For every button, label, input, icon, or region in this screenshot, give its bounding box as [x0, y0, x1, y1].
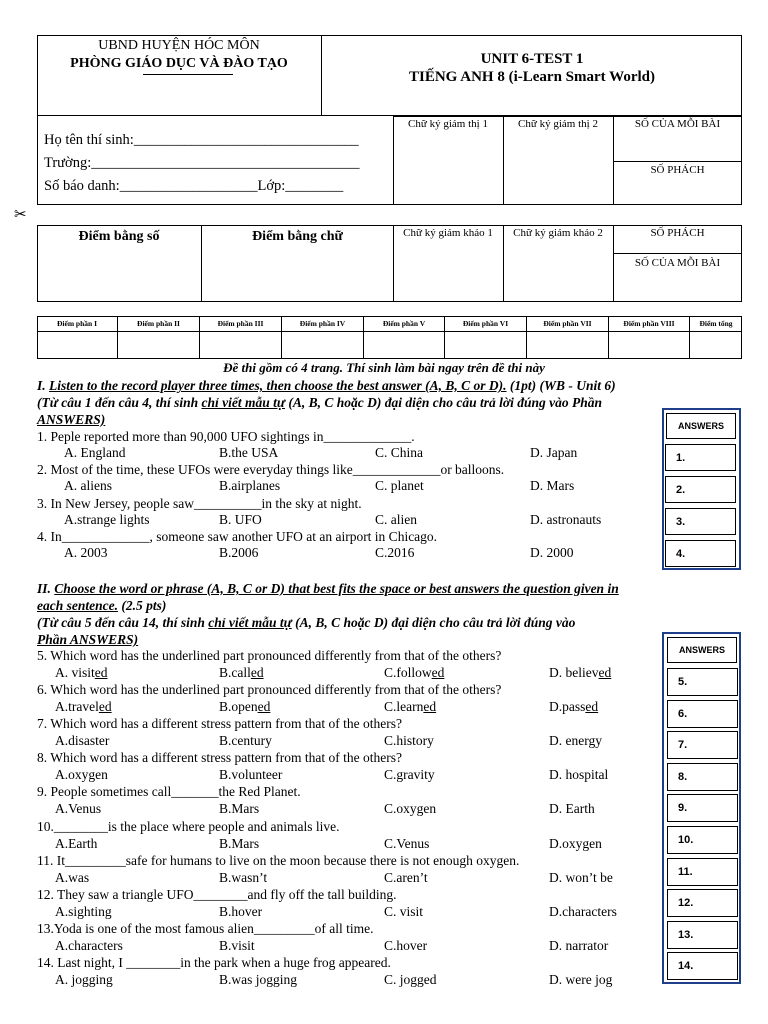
section1-pts: (1pt) (WB - Unit 6) — [506, 378, 616, 393]
answer-option[interactable] — [55, 801, 101, 817]
exam-notice: Đề thi gồm có 4 trang. Thí sinh làm bài ngay trên đề thi này — [223, 360, 545, 375]
answer-option[interactable] — [55, 904, 112, 920]
question-text: 7. Which word has a different stress pattern from that of the others? — [37, 716, 403, 732]
underlined-part: ed — [250, 665, 264, 680]
answer-option[interactable] — [384, 904, 423, 920]
answer-slot[interactable]: 9. — [667, 794, 738, 822]
option-text: A.oxygen — [55, 767, 108, 783]
option-text: B.call — [219, 665, 251, 680]
option-text: B.Mars — [219, 801, 260, 817]
option-text: D.pass — [549, 699, 586, 715]
score-part-cell[interactable] — [527, 331, 609, 359]
section2-note-c: (A, B, C hoặc D) đại diện cho câu trả lời đúng vào — [291, 615, 576, 630]
option-text: B.Mars — [219, 835, 260, 851]
answer-option[interactable] — [384, 870, 428, 886]
option-text: A.characters — [55, 937, 123, 953]
answer-option[interactable] — [219, 938, 255, 954]
answer-option[interactable] — [384, 836, 429, 852]
question-text: 6. Which word has the underlined part pronounced differently from that of the others? — [37, 682, 502, 698]
answer-option[interactable] — [219, 836, 259, 852]
option-text: B.wasn’t — [219, 869, 268, 885]
answer-option[interactable]: A. England — [64, 445, 126, 460]
section2-instruction — [37, 580, 619, 597]
score-part-cell[interactable] — [609, 331, 690, 359]
answer-option[interactable] — [55, 733, 109, 749]
score-number-label: Điểm bằng số — [78, 229, 160, 244]
answer-option[interactable] — [384, 699, 436, 715]
answer-option[interactable]: D. Japan — [530, 445, 578, 460]
option-text: B.hover — [219, 903, 263, 919]
answer-option[interactable] — [384, 733, 434, 749]
paper-number-label: SỐ CỦA MỖI BÀI — [634, 118, 721, 130]
answer-option[interactable]: B.2006 — [219, 545, 259, 560]
option-text: A.travel — [55, 699, 99, 715]
section1-note-b: chỉ viết mẫu tự — [201, 395, 285, 410]
answer-slot[interactable]: 8. — [667, 763, 738, 791]
section1-note — [37, 394, 602, 411]
question-text: 8. Which word has a different stress pattern from that of the others? — [37, 750, 403, 766]
option-text: A. jogging — [55, 971, 113, 987]
grade-div5 — [613, 253, 742, 254]
underlined-part: ed — [257, 699, 271, 715]
section1-note-answers: ANSWERS) — [37, 412, 106, 427]
option-text: D. Earth — [549, 801, 595, 817]
scissors-icon: ✂ — [14, 205, 27, 223]
examiner1-label: Chữ ký giám khảo 1 — [403, 227, 493, 239]
answer-option[interactable] — [384, 767, 435, 783]
score-part-header: Điểm phần VI — [445, 316, 527, 331]
answer-slot[interactable]: 12. — [667, 889, 738, 917]
question-text: 4. In_____________, someone saw another UFO at an airport in Chicago. — [37, 529, 438, 544]
option-text: B.volunteer — [219, 767, 283, 783]
underlined-part: ed — [598, 665, 612, 680]
answer-option[interactable]: C. alien — [375, 512, 417, 527]
option-text: C.history — [384, 733, 434, 749]
answer-option[interactable]: A.strange lights — [64, 512, 150, 527]
question-text: 3. In New Jersey, people saw__________in the sky at night. — [37, 496, 362, 511]
answer-slot[interactable]: 14. — [667, 952, 738, 980]
option-text: C.gravity — [384, 767, 435, 783]
answer-option[interactable] — [219, 870, 267, 886]
question-text: 12. They saw a triangle UFO________and fly off the tall building. — [37, 886, 397, 902]
option-text: C.aren’t — [384, 869, 428, 885]
answer-slot[interactable]: 4. — [665, 540, 736, 567]
option-text: D. won’t be — [549, 869, 613, 885]
answer-option[interactable] — [549, 733, 602, 749]
answer-option[interactable] — [219, 665, 264, 681]
question-text: 1. Peple reported more than 90,000 UFO sightings in_____________. — [37, 429, 415, 444]
section2-note-a: (Từ câu 5 đến câu 14, thí sinh — [37, 615, 209, 630]
score-part-cell[interactable] — [445, 331, 527, 359]
option-text: A.Earth — [55, 835, 98, 851]
score-part-header: Điểm phần II — [118, 316, 200, 331]
answer-option[interactable]: B. UFO — [219, 512, 262, 527]
examiner2-label: Chữ ký giám khảo 2 — [513, 227, 603, 239]
option-text: C.Venus — [384, 835, 430, 851]
section2-pts: (2.5 pts) — [117, 598, 167, 613]
question-text: 13.Yoda is one of the most famous alien_________of all time. — [37, 920, 374, 936]
section2-num: II. — [37, 581, 55, 596]
answer-option[interactable] — [549, 665, 611, 681]
score-part-header: Điểm tổng — [699, 319, 733, 328]
grade-paper-label: SỐ CỦA MỖI BÀI — [634, 257, 721, 269]
answer-option[interactable] — [219, 904, 262, 920]
option-text: C. jogged — [384, 971, 437, 987]
score-part-header: Điểm phần VIII — [609, 316, 690, 331]
option-text: D. hospital — [549, 767, 609, 783]
option-text: B.century — [219, 733, 272, 749]
answer-option[interactable] — [384, 801, 436, 817]
answer-option[interactable] — [219, 699, 270, 715]
option-text: D. narrator — [549, 937, 609, 953]
answer-slot[interactable]: 2. — [665, 476, 736, 503]
score-part-header: Điểm phần I — [37, 316, 118, 331]
score-part-cell[interactable] — [118, 331, 200, 359]
score-part-cell[interactable] — [200, 331, 282, 359]
answer-slot[interactable]: 3. — [665, 508, 736, 535]
underlined-part: ed — [431, 665, 445, 680]
answer-option[interactable] — [219, 767, 282, 783]
answer-option[interactable] — [219, 972, 297, 988]
score-part-cell[interactable] — [282, 331, 364, 359]
section1-note-c: (A, B, C hoặc D) đại diện cho câu trả lời đúng vào Phần — [284, 395, 602, 410]
underlined-part: ed — [585, 699, 599, 715]
option-text: C.follow — [384, 665, 432, 680]
candidate-id-field[interactable]: Số báo danh:___________________Lớp:________ — [44, 178, 344, 194]
info-left-border — [37, 116, 38, 205]
answer-option[interactable] — [55, 767, 108, 783]
answer-option[interactable] — [219, 801, 259, 817]
answer-option[interactable] — [549, 904, 617, 920]
answer-option[interactable]: B.airplanes — [219, 478, 281, 493]
option-text: B.open — [219, 699, 258, 715]
section2-note-b: chỉ viết mẫu tự — [208, 615, 292, 630]
answers-header-1: ANSWERS — [666, 413, 736, 439]
answer-option[interactable]: A. aliens — [64, 478, 112, 493]
answer-option[interactable] — [549, 870, 613, 886]
answer-option[interactable]: C.2016 — [375, 545, 415, 560]
section2-instruction-2 — [37, 597, 166, 614]
section2-note — [37, 614, 575, 631]
section2-note-answers: Phần ANSWERS) — [37, 632, 139, 647]
answer-slot[interactable]: 13. — [667, 921, 738, 949]
answer-option[interactable]: B.the USA — [219, 445, 279, 460]
option-text: D. believ — [549, 665, 599, 680]
answer-option[interactable]: D. astronauts — [530, 512, 602, 527]
answer-option[interactable] — [549, 767, 608, 783]
underlined-part: ed — [98, 699, 112, 715]
secret-number-label: SỐ PHÁCH — [650, 164, 705, 176]
test-subtitle: TIẾNG ANH 8 (i-Learn Smart World) — [409, 69, 655, 85]
option-text: D. were jog — [549, 971, 613, 987]
answers-header-2: ANSWERS — [667, 637, 737, 663]
answer-option[interactable]: C. planet — [375, 478, 424, 493]
option-text: C.hover — [384, 937, 428, 953]
option-text: C. visit — [384, 903, 424, 919]
answer-option[interactable]: D. Mars — [530, 478, 575, 493]
option-text: D. energy — [549, 733, 602, 749]
question-text: 10.________is the place where people and animals live. — [37, 818, 340, 834]
option-text: B.visit — [219, 937, 255, 953]
option-text: C.oxygen — [384, 801, 437, 817]
answer-slot[interactable]: 7. — [667, 731, 738, 759]
section2-text1: Choose the word or phrase (A, B, C or D) that best fits the space or best answers the question given in — [54, 581, 619, 596]
office-underline — [143, 74, 233, 75]
answer-option[interactable]: C. China — [375, 445, 424, 460]
answer-option[interactable] — [549, 699, 598, 715]
underlined-part: ed — [423, 699, 437, 715]
answer-option[interactable]: A. 2003 — [64, 545, 108, 560]
answer-option[interactable] — [55, 699, 112, 715]
score-part-header: Điểm phần V — [364, 316, 445, 331]
answer-slot[interactable]: 10. — [667, 826, 738, 854]
answer-option[interactable] — [549, 972, 612, 988]
option-text: A.sighting — [55, 903, 112, 919]
score-part-cell[interactable] — [364, 331, 445, 359]
answer-slot[interactable]: 6. — [667, 700, 738, 728]
office-line1: UBND HUYỆN HÓC MÔN — [98, 38, 260, 53]
answer-option[interactable] — [219, 733, 272, 749]
office-line2: PHÒNG GIÁO DỤC VÀ ĐÀO TẠO — [70, 56, 288, 71]
section1-instruction — [37, 377, 616, 394]
answer-option[interactable] — [384, 938, 427, 954]
score-part-header: Điểm phần IV — [282, 316, 364, 331]
section1-num: I. — [37, 378, 50, 393]
school-field[interactable]: Trường:_____________________________________ — [44, 155, 360, 171]
section1-text: Listen to the record player three times, then choose the best answer (A, B, C or D). — [49, 378, 507, 393]
answer-slot[interactable]: 5. — [667, 668, 738, 696]
answer-slot[interactable]: 11. — [667, 858, 738, 886]
score-part-header: Điểm phần III — [200, 316, 282, 331]
option-text: A.was — [55, 869, 90, 885]
answer-option[interactable] — [384, 972, 437, 988]
answer-option[interactable] — [55, 972, 113, 988]
question-text: 5. Which word has the underlined part pronounced differently from that of the others? — [37, 648, 502, 663]
supervisor2-label: Chữ ký giám thị 2 — [518, 118, 598, 130]
answer-option[interactable] — [55, 870, 89, 886]
grade-secret-label: SỐ PHÁCH — [650, 227, 705, 239]
option-text: A. visit — [55, 665, 95, 680]
answer-option[interactable] — [549, 938, 608, 954]
score-word-label: Điểm bằng chữ — [252, 229, 343, 244]
answer-option[interactable] — [55, 938, 123, 954]
option-text: C.learn — [384, 699, 424, 715]
question-text: 11. It_________safe for humans to live on the moon because there is not enough oxygen. — [37, 852, 520, 868]
question-text: 14. Last night, I ________in the park when a huge frog appeared. — [37, 954, 391, 970]
question-text: 9. People sometimes call_______the Red Planet. — [37, 784, 301, 800]
option-text: D.characters — [549, 903, 617, 919]
answer-option[interactable] — [549, 801, 595, 817]
score-part-cell[interactable] — [37, 331, 118, 359]
student-name-field[interactable]: Họ tên thí sinh:_______________________________ — [44, 132, 359, 148]
answer-option[interactable]: D. 2000 — [530, 545, 574, 560]
answer-option[interactable] — [55, 836, 97, 852]
answer-option[interactable] — [384, 665, 444, 681]
sup-div3 — [613, 161, 742, 162]
supervisor1-label: Chữ ký giám thị 1 — [408, 118, 488, 130]
answer-slot[interactable]: 1. — [665, 444, 736, 471]
test-title: UNIT 6-TEST 1 — [480, 51, 584, 67]
question-text: 2. Most of the time, these UFOs were everyday things like_____________or balloons. — [37, 462, 505, 477]
score-part-header: Điểm phần VII — [527, 316, 609, 331]
section2-text2: each sentence. — [37, 598, 118, 613]
answer-option[interactable] — [55, 665, 108, 681]
option-text: B.was jogging — [219, 971, 298, 987]
option-text: D.oxygen — [549, 835, 602, 851]
underlined-part: ed — [94, 665, 108, 680]
answer-option[interactable] — [549, 836, 602, 852]
option-text: A.Venus — [55, 801, 102, 817]
score-part-cell[interactable] — [690, 331, 742, 359]
option-text: A.disaster — [55, 733, 110, 749]
section1-note-a: (Từ câu 1 đến câu 4, thí sinh — [37, 395, 202, 410]
